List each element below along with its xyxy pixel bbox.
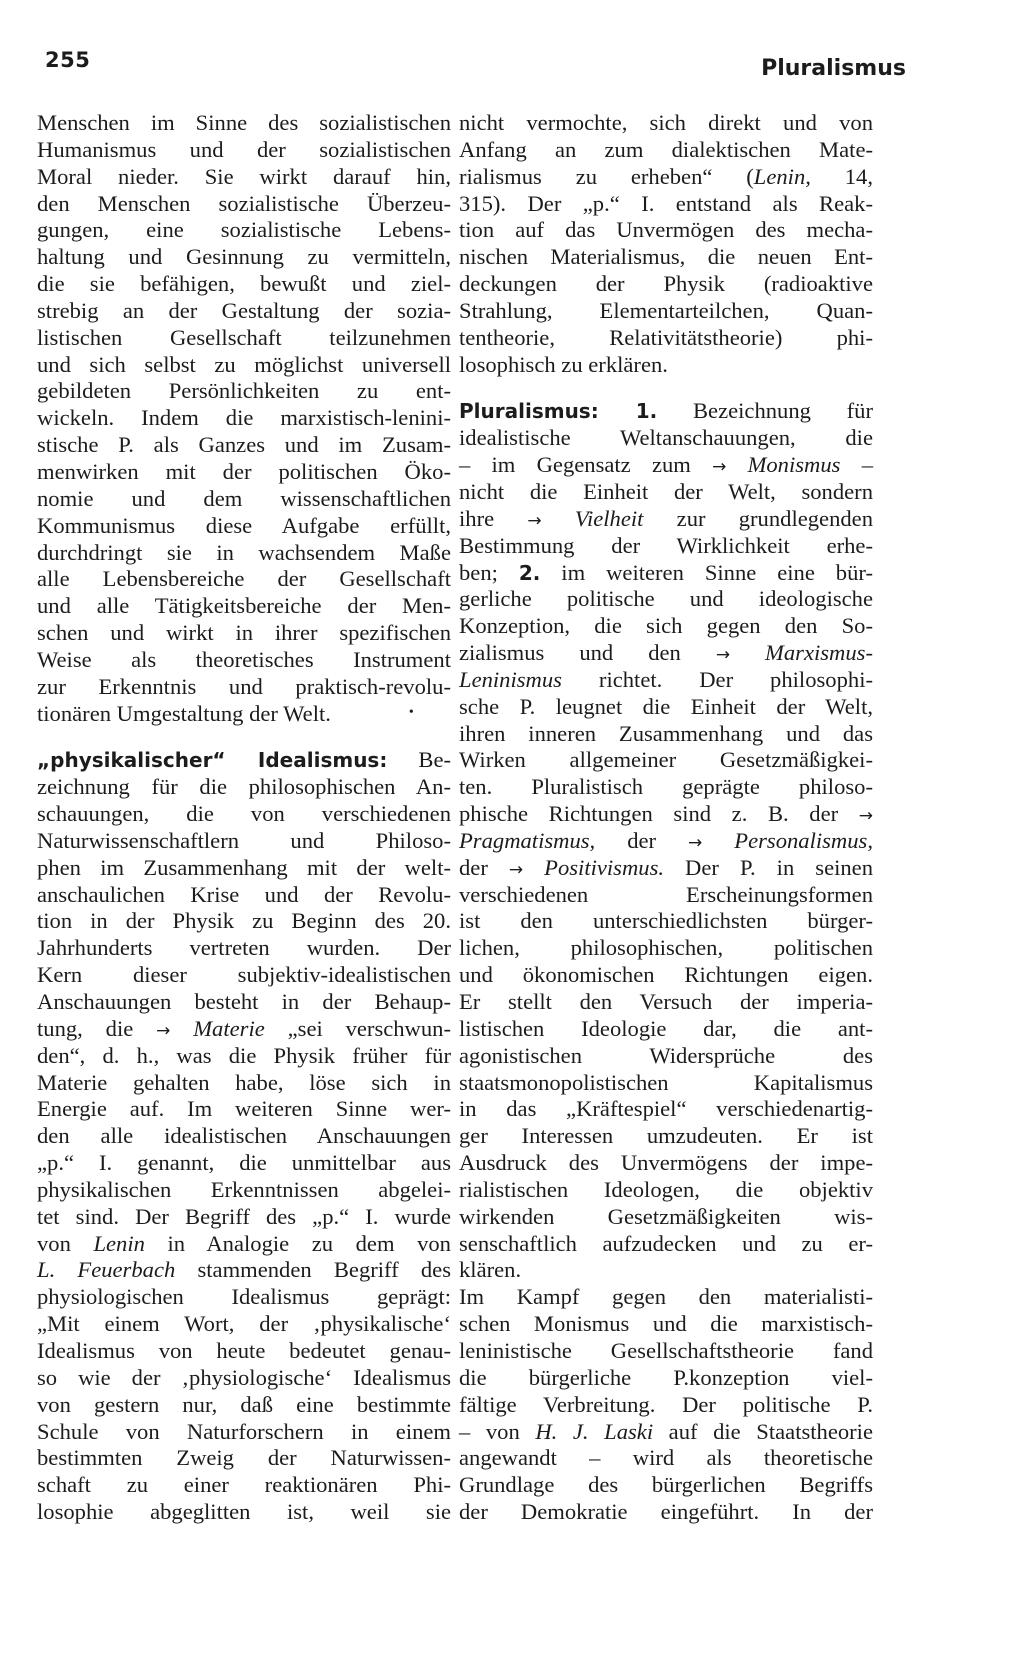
paragraph-continued	[459, 110, 873, 378]
text-run: –	[840, 452, 873, 478]
text-line: Menschen im Sinne des sozialistischen	[37, 110, 451, 135]
text-line: Jahrhunderts vertreten wurden. Der	[37, 935, 451, 961]
text-line: physiologischen Idealismus geprägt:	[37, 1284, 451, 1310]
text-run: tionären Umgestaltung der Welt.	[37, 700, 331, 726]
text-run: der	[459, 854, 509, 880]
running-head: Pluralismus	[761, 56, 906, 81]
text-run: in Analogie zu dem von	[144, 1230, 451, 1256]
text-line	[37, 701, 451, 728]
end-bullet: •	[408, 704, 414, 720]
entry-physikalischer-idealismus	[37, 747, 451, 1525]
cross-reference-link[interactable]: Marxismus-	[765, 640, 873, 666]
text-line: Bestimmung der Wirklichkeit erhe-	[459, 532, 873, 558]
text-line: schaft zu einer reaktionären Phi-	[37, 1472, 451, 1498]
text-line: idealistische Weltanschauungen, die	[459, 425, 873, 451]
text-line	[37, 1257, 451, 1284]
text-run: 14,	[810, 163, 873, 189]
text-line	[459, 1419, 873, 1446]
text-line: und alle Tätigkeitsbereiche der Men-	[37, 593, 451, 619]
text-run: Be-	[387, 747, 451, 773]
page-number: 255	[45, 48, 91, 72]
text-line: gungen, eine sozialistische Lebens-	[37, 217, 451, 243]
text-line: listischen Gesellschaft teilzunehmen	[37, 324, 451, 350]
text-line: klären.	[459, 1257, 522, 1283]
text-line: sche P. leugnet die Einheit der Welt,	[459, 693, 873, 719]
entry-first-line	[37, 747, 451, 774]
text-line: nicht vermochte, sich direkt und von	[459, 110, 873, 135]
entry-first-line	[459, 398, 873, 425]
text-line: Konzeption, die sich gegen den So-	[459, 613, 873, 639]
text-line: den Menschen sozialistische Überzeu-	[37, 190, 451, 216]
text-line: Anschauungen besteht in der Behaup-	[37, 989, 451, 1014]
sense-number: 2.	[518, 560, 541, 585]
text-line: nicht die Einheit der Welt, sondern	[459, 478, 873, 504]
text-line: schauungen, die von verschiedenen	[37, 801, 451, 827]
text-line: Er stellt den Versuch der imperia-	[459, 989, 873, 1014]
text-line	[459, 855, 873, 882]
text-run: – von	[459, 1418, 536, 1444]
right-column	[459, 110, 873, 1526]
text-line	[37, 1231, 451, 1258]
text-line: Schule von Naturforschern in einem	[37, 1418, 451, 1444]
text-line: tion auf das Unvermögen des mecha-	[459, 217, 873, 243]
text-run: tung, die	[37, 1015, 157, 1041]
text-line: von gestern nur, daß eine bestimmte	[37, 1391, 451, 1417]
text-line: nomie und dem wissenschaftlichen	[37, 485, 451, 511]
text-line: die sie befähigen, bewußt und ziel-	[37, 271, 451, 297]
text-line: Grundlage des bürgerlichen Begriffs	[459, 1472, 873, 1498]
text-line: Kern dieser subjektiv-idealistischen	[37, 962, 451, 988]
headword: Pluralismus: 1.	[459, 399, 658, 424]
text-line	[459, 506, 873, 533]
text-line: schen Monismus und die marxistisch-	[459, 1311, 873, 1337]
text-line: anschaulichen Krise und der Revolu-	[37, 881, 451, 907]
text-line: tion in der Physik zu Beginn des 20.	[37, 908, 451, 934]
text-line: bestimmten Zweig der Naturwissen-	[37, 1445, 451, 1471]
text-run: Der P. in seinen	[664, 854, 873, 880]
text-line: nischen Materialismus, die neuen Ent-	[459, 244, 873, 270]
text-line: die bürgerliche P.konzeption viel-	[459, 1364, 873, 1390]
text-run: zialismus und den	[459, 640, 716, 666]
text-run: ihre	[459, 505, 528, 531]
text-run: – im Gegensatz zum	[459, 452, 713, 478]
text-line: Wirken allgemeiner Gesetzmäßigkei-	[459, 747, 873, 773]
text-line: fältige Verbreitung. Der politische P.	[459, 1391, 873, 1417]
text-line: Humanismus und der sozialistischen	[37, 136, 451, 162]
text-line	[459, 828, 873, 855]
cross-reference-link[interactable]: Pragmatismus,	[459, 827, 596, 853]
text-line: durchdringt sie in wachsendem Maße	[37, 539, 451, 565]
text-run: richtet. Der philosophi-	[561, 666, 873, 692]
author-name: H. J. Laski	[535, 1418, 654, 1444]
text-line: gebildeten Persönlichkeiten zu ent-	[37, 378, 451, 404]
text-run: ben;	[459, 559, 519, 585]
text-line: staatsmonopolistischen Kapitalismus	[459, 1069, 873, 1095]
text-line: strebig an der Gestaltung der sozia-	[37, 297, 451, 323]
text-line: haltung und Gesinnung zu vermitteln,	[37, 244, 451, 270]
text-line: phen im Zusammenhang mit der welt-	[37, 854, 451, 880]
text-line: ist den unterschiedlichsten bürger-	[459, 908, 873, 934]
text-line: den“, d. h., was die Physik früher für	[37, 1042, 451, 1068]
text-line: losophie abgeglitten ist, weil sie	[37, 1499, 451, 1525]
entry-gap	[37, 727, 451, 747]
entry-gap	[459, 378, 873, 398]
text-line	[459, 560, 873, 587]
text-line: physikalischen Erkenntnissen abgelei-	[37, 1176, 451, 1202]
text-line: und sich selbst zu möglichst universell	[37, 351, 451, 377]
text-line: Kommunismus diese Aufgabe erfüllt,	[37, 512, 451, 538]
text-run: „sei verschwun-	[264, 1015, 451, 1041]
text-line	[459, 667, 873, 694]
left-column	[37, 110, 451, 1526]
text-line: listischen Ideologie dar, die ant-	[459, 1015, 873, 1041]
text-line: Weise als theoretisches Instrument	[37, 646, 451, 672]
text-run: Bezeichnung für	[657, 398, 873, 424]
text-line: menwirken mit der politischen Öko-	[37, 458, 451, 484]
text-run: von	[37, 1230, 94, 1256]
text-line: rialistischen Ideologen, die objektiv	[459, 1176, 873, 1202]
text-run: im weiteren Sinne eine bür-	[540, 559, 873, 585]
text-line: lichen, philosophischen, politischen	[459, 935, 873, 961]
text-line: Im Kampf gegen den materialisti-	[459, 1284, 873, 1310]
text-line	[37, 1016, 451, 1043]
text-line: Energie auf. Im weiteren Sinne wer-	[37, 1096, 451, 1122]
text-line: tet sind. Der Begriff des „p.“ I. wurde	[37, 1203, 451, 1229]
text-line	[459, 801, 873, 828]
cross-reference-arrow-icon: →	[688, 832, 703, 853]
text-line: agonistischen Widersprüche des	[459, 1042, 873, 1068]
text-line: zeichnung für die philosophischen An-	[37, 774, 451, 800]
text-line: angewandt – wird als theoretische	[459, 1445, 873, 1471]
text-line: und ökonomischen Richtungen eigen.	[459, 962, 873, 988]
text-line: losophisch zu erklären.	[459, 351, 668, 377]
cross-reference-link[interactable]: Personalismus,	[734, 827, 873, 853]
paragraph-continued	[37, 110, 451, 727]
text-line: ger Interessen umzudeuten. Er ist	[459, 1123, 873, 1149]
text-line: Naturwissenschaftlern und Philoso-	[37, 827, 451, 853]
author-name: Lenin	[93, 1230, 145, 1256]
cross-reference-link[interactable]: Materie	[193, 1015, 265, 1041]
cross-reference-arrow-icon: →	[508, 859, 524, 880]
text-line: ten. Pluralistisch geprägte philoso-	[459, 774, 873, 800]
text-run: stammenden Begriff des	[175, 1257, 452, 1283]
text-run: zur grundlegenden	[643, 505, 873, 531]
text-line: wickeln. Indem die marxistisch-lenini-	[37, 405, 451, 431]
text-line: wirkenden Gesetzmäßigkeiten wis-	[459, 1203, 873, 1229]
text-line: Materie gehalten habe, löse sich in	[37, 1069, 451, 1095]
text-line	[459, 452, 873, 479]
text-line: ihren inneren Zusammenhang und das	[459, 720, 873, 746]
text-line: Moral nieder. Sie wirkt darauf hin,	[37, 163, 451, 189]
cross-reference-link[interactable]: Monismus	[747, 452, 841, 478]
text-line: Strahlung, Elementarteilchen, Quan-	[459, 297, 873, 323]
text-line: 315). Der „p.“ I. entstand als Reak-	[459, 190, 873, 216]
text-line: „p.“ I. genannt, die unmittelbar aus	[37, 1150, 451, 1176]
text-run: auf die Staatstheorie	[653, 1418, 873, 1444]
cross-reference-arrow-icon: →	[712, 457, 727, 478]
cross-reference-link[interactable]: Vielheit	[574, 505, 644, 531]
text-line: „Mit einem Wort, der ‚physikalische‘	[37, 1311, 451, 1337]
text-line: stische P. als Ganzes und im Zusam-	[37, 432, 451, 458]
text-line: in das „Kräftespiel“ verschiedenartig-	[459, 1096, 873, 1122]
text-line: deckungen der Physik (radioaktive	[459, 271, 873, 297]
text-line: Ausdruck des Unvermögens der impe-	[459, 1150, 873, 1176]
author-name: Lenin,	[753, 163, 811, 189]
text-line: verschiedenen Erscheinungsformen	[459, 881, 873, 907]
cross-reference-arrow-icon: →	[156, 1020, 171, 1041]
text-line: schen und wirkt in ihrer spezifischen	[37, 620, 451, 646]
text-line: senschaftlich aufzudecken und zu er-	[459, 1230, 873, 1256]
cross-reference-arrow-icon: →	[858, 806, 873, 827]
text-line	[459, 640, 873, 667]
entry-pluralismus	[459, 398, 873, 1525]
text-line: so wie der ‚physiologische‘ Idealismus	[37, 1364, 451, 1390]
text-line: den alle idealistischen Anschauungen	[37, 1123, 451, 1149]
text-line	[459, 164, 873, 191]
text-line: leninistische Gesellschaftstheorie fand	[459, 1337, 873, 1363]
text-line: tentheorie, Relativitätstheorie) phi-	[459, 324, 873, 350]
cross-reference-arrow-icon: →	[715, 645, 731, 666]
text-line: gerliche politische und ideologische	[459, 586, 873, 612]
text-line: alle Lebensbereiche der Gesellschaft	[37, 566, 451, 592]
text-line: Idealismus von heute bedeutet genau-	[37, 1337, 451, 1363]
text-run: der	[595, 827, 689, 853]
author-name: L. Feuerbach	[37, 1257, 176, 1283]
text-line: der Demokratie eingeführt. In der	[459, 1499, 873, 1525]
text-run: rialismus zu erheben“ (	[459, 163, 754, 189]
text-run: phische Richtungen sind z. B. der	[459, 801, 859, 827]
cross-reference-arrow-icon: →	[527, 510, 542, 531]
text-line: Anfang an zum dialektischen Mate-	[459, 136, 873, 162]
headword: „physikalischer“ Idealismus:	[37, 748, 388, 773]
cross-reference-link[interactable]: Leninismus	[459, 666, 562, 692]
text-line: zur Erkenntnis und praktisch-revolu-	[37, 673, 451, 699]
cross-reference-link[interactable]: Positivismus.	[544, 854, 665, 880]
